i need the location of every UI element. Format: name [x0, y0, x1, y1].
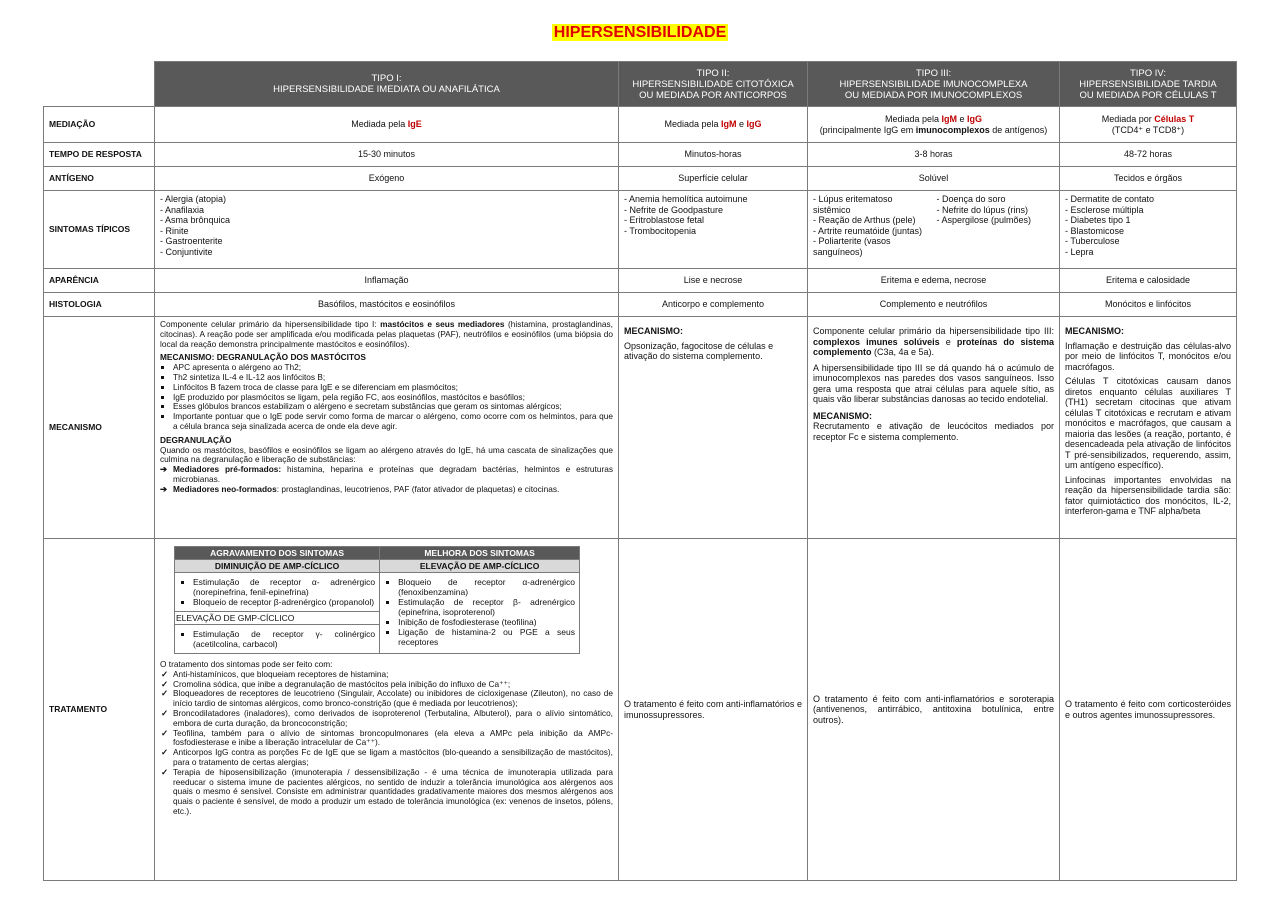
- inner-sub-left: DIMINUIÇÃO DE AMP-CÍCLICO: [175, 560, 380, 573]
- list-item: ▪ Esses glóbulos brancos estabilizam o alérgeno e secretam substâncias que geram os sintomas alérgicos;: [173, 402, 613, 412]
- list-item: ▪ Inibição de fosfodiesterase (teofilina): [398, 617, 575, 627]
- cell-histologia-t4: Monócitos e linfócitos: [1060, 293, 1237, 317]
- list-item: ✓ Cromolina sódica, que inibe a degranulação de mastócitos pela inibição do influxo de Ca⁺⁺;: [173, 680, 613, 690]
- mec-t2-heading: MECANISMO:: [624, 326, 683, 336]
- list-item: ✓ Terapia de hiposensibilização (imunoterapia / dessensibilização - é uma técnica de imunoterapia utilizada para reeducar o sistema imune de pacientes alérgicos, no sentido de induzir a tolerância imunológica aos alérgenos aos quais o mesmo é sensível. Consiste em administrar quantidades gradativamente maiores dos mesmos alérgenos aos quais o paciente é sensível, de modo a produzir um estado de tolerância imunológica (ex: venenos de insetos, pólens, etc.).: [173, 768, 613, 817]
- cell-tratamento-t1: [155, 539, 619, 881]
- row-antigeno: [44, 167, 1237, 191]
- list-item: ✓ Broncodilatadores (inaladores), como derivados de isoproterenol (Terbutalina, Albuterol), para o alívio sintomático, embora de curta duração, da broncoconstrição;: [173, 709, 613, 729]
- list-item: ✓ Anti-histamínicos, que bloqueiam receptores de histamina;: [173, 670, 613, 680]
- mec-t1-arrow-1: ➔ Mediadores pré-formados: histamina, heparina e proteínas que degradam bactérias, helmintos e estruturas microbianas.: [160, 465, 613, 485]
- list-item: - Poliarterite (vasos sanguíneos): [813, 236, 891, 257]
- list-item: - Anafilaxia: [160, 204, 205, 215]
- list-item: - Diabetes tipo 1: [1065, 215, 1131, 225]
- cell-sintomas-t4: [1060, 191, 1237, 269]
- cell-tratamento-t3: O tratamento é feito com anti-inflamatórios e soroterapia (antivenenos, antirrábico, antitoxina botulínica, entre outros).: [808, 539, 1060, 881]
- cell-tempo-t1: 15-30 minutos: [155, 143, 619, 167]
- mec-t3-p1: Componente celular primário da hipersensibilidade tipo III: complexos imunes solúveis e proteínas do sistema complemento (C3a, 4a e 5a).: [813, 326, 1055, 357]
- cell-mecanismo-t1: [155, 317, 619, 539]
- mec-t2-text: Opsonização, fagocitose de células e ativação do sistema complemento.: [624, 340, 774, 361]
- inner-header-right: MELHORA DOS SINTOMAS: [380, 547, 580, 560]
- trat-t1-intro: O tratamento dos sintomas pode ser feito com:: [160, 659, 333, 669]
- mec-t3-heading: MECANISMO:: [813, 410, 872, 421]
- row-label-mecanismo: MECANISMO: [44, 317, 155, 539]
- list-item: - Tuberculose: [1065, 236, 1120, 246]
- list-item: - Anemia hemolítica autoimune: [624, 194, 748, 204]
- cell-antigeno-t3: Solúvel: [808, 167, 1060, 191]
- row-histologia: [44, 293, 1237, 317]
- cell-aparencia-t3: Eritema e edema, necrose: [808, 269, 1060, 293]
- trat-t1-list: [160, 670, 613, 817]
- row-label-sintomas: SINTOMAS TÍPICOS: [44, 191, 155, 269]
- cell-aparencia-t2: Lise e necrose: [619, 269, 808, 293]
- row-label-mediacao: MEDIAÇÃO: [44, 107, 155, 143]
- list-item: ▪ Th2 sintetiza IL-4 e IL-12 aos linfócitos B;: [173, 373, 613, 383]
- empty-corner: [44, 62, 155, 107]
- list-item: ▪ APC apresenta o alérgeno ao Th2;: [173, 363, 613, 373]
- cell-mediacao-t4: Mediada por Células T (TCD4⁺ e TCD8⁺): [1060, 107, 1237, 143]
- cell-histologia-t3: Complemento e neutrófilos: [808, 293, 1060, 317]
- list-item: - Alergia (atopia): [160, 194, 227, 204]
- mec-t1-degranulacao: Quando os mastócitos, basófilos e eosinófilos se ligam ao alérgeno através do IgE, há uma cascata de sinalizações que culmina na degranulação e liberação de substâncias:: [160, 444, 613, 465]
- list-item: ▪ Bloqueio de receptor α-adrenérgico (fenoxibenzamina): [398, 577, 575, 597]
- list-item: - Trombocitopenia: [624, 225, 697, 236]
- page-title: HIPERSENSIBILIDADE: [553, 24, 727, 41]
- row-label-aparencia: APARÊNCIA: [44, 269, 155, 293]
- cell-tratamento-t2: O tratamento é feito com anti-inflamatórios e imunossupressores.: [619, 539, 808, 881]
- list-item: ▪ Linfócitos B fazem troca de classe para IgE e se diferenciam em plasmócitos;: [173, 383, 613, 393]
- list-item: - Artrite reumatóide (juntas): [813, 225, 923, 236]
- mec-t1-arrow-2: ➔ Mediadores neo-formados: prostaglandinas, leucotrienos, PAF (fator ativador de plaquetas) e citocinas.: [160, 485, 613, 495]
- row-mediacao: [44, 107, 1237, 143]
- mec-t4-p2: Células T citotóxicas causam danos diretos enquanto células auxiliares T (TH1) secretam citocinas que ativam células T citotóxicas e recrutam e ativam monócitos e macrófagos, que causam a maioria das lesões (a reação, portanto, é desencadeada pela ativação de linfócitos T pré-sensibilizados, requerendo, assim, um antígeno específico).: [1065, 376, 1231, 470]
- list-item: ✓ Bloqueadores de receptores de leucotrieno (Singulair, Accolate) ou inibidores de cicloxigenase (Zileuton), no caso de início tardio de sintomas alérgicos, como bronco-constrição (que é mediada por leucotrienos);: [173, 689, 613, 709]
- row-sintomas: [44, 191, 1237, 269]
- cell-aparencia-t4: Eritema e calosidade: [1060, 269, 1237, 293]
- cell-tempo-t2: Minutos-horas: [619, 143, 808, 167]
- row-mecanismo: [44, 317, 1237, 539]
- row-tratamento: [44, 539, 1237, 881]
- row-label-tratamento: TRATAMENTO: [44, 539, 155, 881]
- cell-mecanismo-t4: [1060, 317, 1237, 539]
- cell-tratamento-t4: O tratamento é feito com corticosteróides e outros agentes imunossupressores.: [1060, 539, 1237, 881]
- mec-t3-p3: Recrutamento e ativação de leucócitos mediados por receptor Fc e sistema complemento.: [813, 421, 1054, 442]
- mec-t1-bullets: [160, 363, 613, 432]
- list-item: - Blastomicose: [1065, 225, 1125, 236]
- hypersensitivity-table: [43, 61, 1237, 881]
- cell-tempo-t4: 48-72 horas: [1060, 143, 1237, 167]
- cell-aparencia-t1: Inflamação: [155, 269, 619, 293]
- mec-t4-p3: Linfocinas importantes envolvidas na reação da hipersensibilidade tardia são: fator quimiotáctico dos monócitos, IL-2, interferon-gama e TNF alpha/beta: [1065, 474, 1231, 516]
- list-item: ▪ IgE produzido por plasmócitos se ligam, pela região FC, aos eosinófilos, mastócitos e basófilos;: [173, 393, 613, 403]
- list-item: - Aspergilose (pulmões): [936, 215, 1032, 225]
- list-item: ▪ Estimulação de receptor α- adrenérgico (norepinefrina, fenil-epinefrina): [193, 577, 375, 597]
- cell-sintomas-t2: [619, 191, 808, 269]
- row-label-antigeno: ANTÍGENO: [44, 167, 155, 191]
- header-row: [44, 62, 1237, 107]
- row-aparencia: [44, 269, 1237, 293]
- list-item: ▪ Importante pontuar que o IgE pode servir como forma de marcar o alérgeno, como ocorre com os helmintos, para que a célula branca seja sinalizada acerca de onde ela deve agir.: [173, 412, 613, 432]
- mec-t1-heading-1: MECANISMO: DEGRANULAÇÃO DOS MASTÓCITOS: [160, 352, 366, 363]
- cell-tempo-t3: 3-8 horas: [808, 143, 1060, 167]
- inner-right-body: [380, 573, 580, 654]
- header-type-1: TIPO I: HIPERSENSIBILIDADE IMEDIATA OU ANAFILÁTICA: [155, 62, 619, 107]
- cell-mediacao-t3: Mediada pela IgM e IgG (principalmente IgG em imunocomplexos de antígenos): [808, 107, 1060, 143]
- mec-t4-heading: MECANISMO:: [1065, 326, 1124, 336]
- list-item: ▪ Estimulação de receptor γ- colinérgico (acetilcolina, carbacol): [193, 629, 375, 649]
- list-item: - Gastroenterite: [160, 236, 223, 246]
- inner-left-body: [175, 573, 380, 654]
- list-item: - Doença do soro: [936, 194, 1006, 204]
- header-type-3: TIPO III: HIPERSENSIBILIDADE IMUNOCOMPLEXA OU MEDIADA POR IMUNOCOMPLEXOS: [808, 62, 1060, 107]
- mec-t4-p1: Inflamação e destruição das células-alvo por meio de linfócitos T, monócitos e/ou macrófagos.: [1065, 340, 1231, 372]
- inner-header-left: AGRAVAMENTO DOS SINTOMAS: [175, 547, 380, 560]
- header-type-4: TIPO IV: HIPERSENSIBILIDADE TARDIA OU MEDIADA POR CÉLULAS T: [1060, 62, 1237, 107]
- list-item: - Lúpus eritematoso sistêmico: [813, 194, 893, 215]
- list-item: - Esclerose múltipla: [1065, 204, 1144, 215]
- cell-antigeno-t1: Exógeno: [155, 167, 619, 191]
- mec-t1-heading-2: DEGRANULAÇÃO: [160, 434, 232, 445]
- cell-mediacao-t2: Mediada pela IgM e IgG: [619, 107, 808, 143]
- list-item: - Nefrite de Goodpasture: [624, 204, 724, 215]
- list-item: - Nefrite do lúpus (rins): [936, 204, 1029, 215]
- header-type-2: TIPO II: HIPERSENSIBILIDADE CITOTÓXICA OU MEDIADA POR ANTICORPOS: [619, 62, 808, 107]
- list-item: ✓ Teofilina, também para o alívio de sintomas broncopulmonares (ela eleva a AMPc pela inibição da AMPc-fosfodiesterase e inibe a liberação intracelular de Ca⁺⁺).: [173, 729, 613, 749]
- cell-antigeno-t2: Superfície celular: [619, 167, 808, 191]
- row-tempo: [44, 143, 1237, 167]
- cell-antigeno-t4: Tecidos e órgãos: [1060, 167, 1237, 191]
- cell-mecanismo-t2: [619, 317, 808, 539]
- list-item: - Asma brônquica: [160, 215, 231, 225]
- cell-sintomas-t3: [808, 191, 1060, 269]
- list-item: ▪ Bloqueio de receptor β-adrenérgico (propanolol): [193, 597, 375, 607]
- list-item: ✓ Anticorpos IgG contra as porções Fc de IgE que se ligam a mastócitos (blo-queando a sensibilização de mastócitos), para o tratamento de certas alergias;: [173, 748, 613, 768]
- cell-mediacao-t1: Mediada pela IgE: [155, 107, 619, 143]
- inner-sub-right: ELEVAÇÃO DE AMP-CÍCLICO: [380, 560, 580, 573]
- row-label-histologia: HISTOLOGIA: [44, 293, 155, 317]
- list-item: - Rinite: [160, 225, 189, 236]
- list-item: - Conjuntivite: [160, 246, 213, 257]
- page-title-wrap: [0, 24, 1280, 42]
- list-item: - Lepra: [1065, 246, 1094, 257]
- cell-sintomas-t1: [155, 191, 619, 269]
- list-item: - Eritroblastose fetal: [624, 215, 705, 225]
- list-item: - Dermatite de contato: [1065, 194, 1155, 204]
- cell-histologia-t2: Anticorpo e complemento: [619, 293, 808, 317]
- list-item: ▪ Ligação de histamina-2 ou PGE a seus receptores: [398, 627, 575, 647]
- cell-histologia-t1: Basófilos, mastócitos e eosinófilos: [155, 293, 619, 317]
- cell-mecanismo-t3: [808, 317, 1060, 539]
- amp-ciclico-table: [174, 546, 580, 654]
- inner-sub-left-2: ELEVAÇÃO DE GMP-CÍCLICO: [175, 611, 379, 625]
- list-item: ▪ Estimulação de receptor β- adrenérgico (epinefrina, isoproterenol): [398, 597, 575, 617]
- row-label-tempo: TEMPO DE RESPOSTA: [44, 143, 155, 167]
- mec-t3-p2: A hipersensibilidade tipo III se dá quando há o acúmulo de imunocomplexos nas paredes dos vasos sanguíneos. Isso gera uma resposta que atrai células para aquele sítio, as quais vão liberar substâncias danosas ao tecido endotelial.: [813, 362, 1054, 404]
- mec-t1-intro: Componente celular primário da hipersensibilidade tipo I: mastócitos e seus mediadores (histamina, prostaglandinas, citocinas). A reação pode ser amplificada e/ou modificada pelas plaquetas (PAF), neutrófilos e eosinófilos (uma biópsia do local da reação demonstra principalmente mastócitos e eosinófilos).: [160, 319, 613, 349]
- list-item: - Reação de Arthus (pele): [813, 215, 916, 225]
